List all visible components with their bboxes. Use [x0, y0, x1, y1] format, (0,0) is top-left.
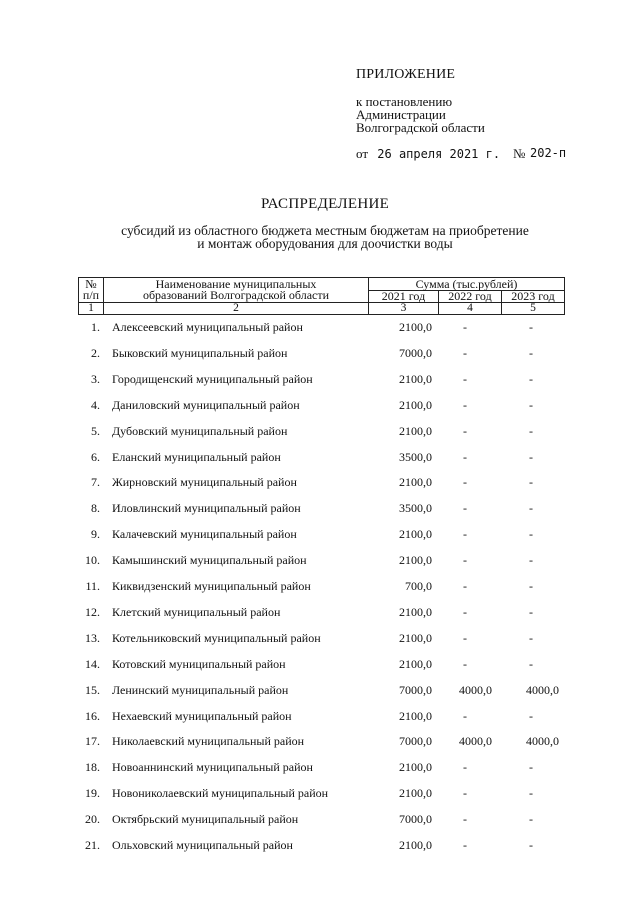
- amount-2021: 7000,0: [399, 683, 432, 697]
- resolution-date-row: [356, 146, 567, 162]
- amount-2021: 7000,0: [399, 346, 432, 360]
- table-row: [78, 838, 568, 856]
- row-number: 3.: [91, 372, 100, 386]
- amount-2021: 700,0: [405, 579, 432, 593]
- municipality-name: Даниловский муниципальный район: [112, 398, 300, 412]
- amount-2023: -: [529, 320, 533, 334]
- municipality-name: Киквидзенский муниципальный район: [112, 579, 311, 593]
- municipality-name: Клетский муниципальный район: [112, 605, 281, 619]
- table-row: [78, 527, 568, 545]
- amount-2021: 2100,0: [399, 320, 432, 334]
- amount-2022: -: [463, 605, 467, 619]
- amount-2023: -: [529, 372, 533, 386]
- row-number: 4.: [91, 398, 100, 412]
- table-row: [78, 812, 568, 830]
- amount-2022: 4000,0: [459, 683, 492, 697]
- col-index-2: 2: [104, 303, 369, 315]
- amount-2022: -: [463, 475, 467, 489]
- table-row: [78, 475, 568, 493]
- amount-2022: -: [463, 346, 467, 360]
- table-row: [78, 501, 568, 519]
- table-row: [78, 553, 568, 571]
- table-row: [78, 346, 568, 364]
- municipality-name: Октябрьский муниципальный район: [112, 812, 299, 826]
- row-number: 21.: [85, 838, 100, 852]
- amount-2021: 2100,0: [399, 631, 432, 645]
- amount-2021: 2100,0: [399, 786, 432, 800]
- amount-2023: -: [529, 475, 533, 489]
- amount-2023: 4000,0: [526, 734, 559, 748]
- col-header-number-line-2: п/п: [82, 288, 100, 302]
- municipality-name: Нехаевский муниципальный район: [112, 709, 292, 723]
- row-number: 12.: [85, 605, 100, 619]
- amount-2021: 2100,0: [399, 424, 432, 438]
- table-row: [78, 450, 568, 468]
- table-row: [78, 398, 568, 416]
- amount-2021: 7000,0: [399, 734, 432, 748]
- municipality-name: Котовский муниципальный район: [112, 657, 286, 671]
- municipality-name: Городищенский муниципальный район: [112, 372, 313, 386]
- row-number: 14.: [85, 657, 100, 671]
- municipality-name: Камышинский муниципальный район: [112, 553, 307, 567]
- amount-2021: 2100,0: [399, 527, 432, 541]
- amount-2023: -: [529, 450, 533, 464]
- col-header-year-2023: 2023 год: [502, 291, 565, 303]
- municipality-name: Иловлинский муниципальный район: [112, 501, 301, 515]
- municipality-name: Ленинский муниципальный район: [112, 683, 289, 697]
- amount-2022: -: [463, 424, 467, 438]
- amount-2023: -: [529, 579, 533, 593]
- municipality-name: Дубовский муниципальный район: [112, 424, 288, 438]
- municipality-name: Калачевский муниципальный район: [112, 527, 297, 541]
- table-row: [78, 734, 568, 752]
- amount-2023: -: [529, 760, 533, 774]
- resolution-number-label: №: [513, 146, 526, 161]
- document-subtitle-line-1: субсидий из областного бюджета местным бюджетам на приобретение: [121, 223, 529, 238]
- municipality-name: Котельниковский муниципальный район: [112, 631, 321, 645]
- amount-2023: -: [529, 812, 533, 826]
- resolution-number: 202-п: [530, 146, 567, 160]
- amount-2023: -: [529, 786, 533, 800]
- col-index-4: 4: [439, 303, 502, 315]
- row-number: 5.: [91, 424, 100, 438]
- col-index-3: 3: [369, 303, 439, 315]
- amount-2021: 3500,0: [399, 501, 432, 515]
- row-number: 8.: [91, 501, 100, 515]
- municipality-name: Ольховский муниципальный район: [112, 838, 293, 852]
- table-row: [78, 683, 568, 701]
- table-row: [78, 631, 568, 649]
- appendix-line-2: Администрации: [356, 107, 446, 122]
- amount-2021: 3500,0: [399, 450, 432, 464]
- amount-2023: -: [529, 631, 533, 645]
- row-number: 17.: [85, 734, 100, 748]
- appendix-line-3: Волгоградской области: [356, 120, 485, 135]
- amount-2021: 2100,0: [399, 475, 432, 489]
- municipality-name: Быковский муниципальный район: [112, 346, 288, 360]
- amount-2022: -: [463, 812, 467, 826]
- amount-2021: 2100,0: [399, 553, 432, 567]
- row-number: 7.: [91, 475, 100, 489]
- col-index-5: 5: [502, 303, 565, 315]
- amount-2023: -: [529, 346, 533, 360]
- amount-2021: 7000,0: [399, 812, 432, 826]
- row-number: 2.: [91, 346, 100, 360]
- table-row: [78, 424, 568, 442]
- row-number: 15.: [85, 683, 100, 697]
- municipality-name: Новониколаевский муниципальный район: [112, 786, 329, 800]
- row-number: 1.: [91, 320, 100, 334]
- amount-2023: 4000,0: [526, 683, 559, 697]
- col-header-year-2022: 2022 год: [439, 291, 502, 303]
- amount-2022: -: [463, 320, 467, 334]
- row-number: 18.: [85, 760, 100, 774]
- row-number: 10.: [85, 553, 100, 567]
- row-number: 11.: [85, 579, 100, 593]
- amount-2022: 4000,0: [459, 734, 492, 748]
- appendix-line-1: к постановлению: [356, 94, 453, 109]
- table-row: [78, 579, 568, 597]
- col-index-1: 1: [79, 303, 104, 315]
- amount-2022: -: [463, 372, 467, 386]
- table-header: [78, 277, 565, 315]
- municipality-name: Николаевский муниципальный район: [112, 734, 305, 748]
- amount-2022: -: [463, 501, 467, 515]
- table-row: [78, 786, 568, 804]
- amount-2022: -: [463, 450, 467, 464]
- date-prefix: от: [356, 146, 369, 161]
- col-header-number-line-1: №: [85, 277, 97, 291]
- col-header-year-2021: 2021 год: [369, 291, 439, 303]
- table-row: [78, 657, 568, 675]
- amount-2022: -: [463, 631, 467, 645]
- amount-2022: -: [463, 709, 467, 723]
- amount-2022: -: [463, 527, 467, 541]
- amount-2022: -: [463, 398, 467, 412]
- amount-2023: -: [529, 605, 533, 619]
- col-header-number: [79, 278, 104, 303]
- amount-2022: -: [463, 657, 467, 671]
- amount-2023: -: [529, 709, 533, 723]
- row-number: 20.: [85, 812, 100, 826]
- resolution-date: 26 апреля 2021 г.: [377, 147, 501, 161]
- amount-2022: -: [463, 760, 467, 774]
- amount-2023: -: [529, 501, 533, 515]
- table-row: [78, 372, 568, 390]
- municipality-name: Новоаннинский муниципальный район: [112, 760, 313, 774]
- amount-2022: -: [463, 838, 467, 852]
- table-row: [78, 320, 568, 338]
- appendix-title: ПРИЛОЖЕНИЕ: [356, 67, 456, 82]
- col-header-sum: Сумма (тыс.рублей): [369, 278, 565, 291]
- row-number: 13.: [85, 631, 100, 645]
- amount-2021: 2100,0: [399, 605, 432, 619]
- document-subtitle-line-2: и монтаж оборудования для доочистки воды: [197, 236, 453, 251]
- table-row: [78, 760, 568, 778]
- amount-2023: -: [529, 398, 533, 412]
- amount-2022: -: [463, 553, 467, 567]
- amount-2022: -: [463, 579, 467, 593]
- amount-2023: -: [529, 838, 533, 852]
- amount-2021: 2100,0: [399, 760, 432, 774]
- amount-2021: 2100,0: [399, 372, 432, 386]
- municipality-name: Алексеевский муниципальный район: [112, 320, 303, 334]
- row-number: 19.: [85, 786, 100, 800]
- amount-2023: -: [529, 657, 533, 671]
- amount-2021: 2100,0: [399, 709, 432, 723]
- amount-2021: 2100,0: [399, 838, 432, 852]
- municipality-name: Жирновский муниципальный район: [112, 475, 297, 489]
- col-header-name-line-2: образований Волгоградской области: [142, 288, 330, 302]
- table-row: [78, 709, 568, 727]
- row-number: 16.: [85, 709, 100, 723]
- amount-2021: 2100,0: [399, 657, 432, 671]
- document-title: РАСПРЕДЕЛЕНИЕ: [260, 196, 390, 212]
- table-row: [78, 605, 568, 623]
- col-header-name-line-1: Наименование муниципальных: [155, 277, 317, 291]
- col-header-name: [104, 278, 369, 303]
- amount-2022: -: [463, 786, 467, 800]
- amount-2023: -: [529, 424, 533, 438]
- amount-2021: 2100,0: [399, 398, 432, 412]
- amount-2023: -: [529, 527, 533, 541]
- row-number: 6.: [91, 450, 100, 464]
- row-number: 9.: [91, 527, 100, 541]
- amount-2023: -: [529, 553, 533, 567]
- municipality-name: Еланский муниципальный район: [112, 450, 281, 464]
